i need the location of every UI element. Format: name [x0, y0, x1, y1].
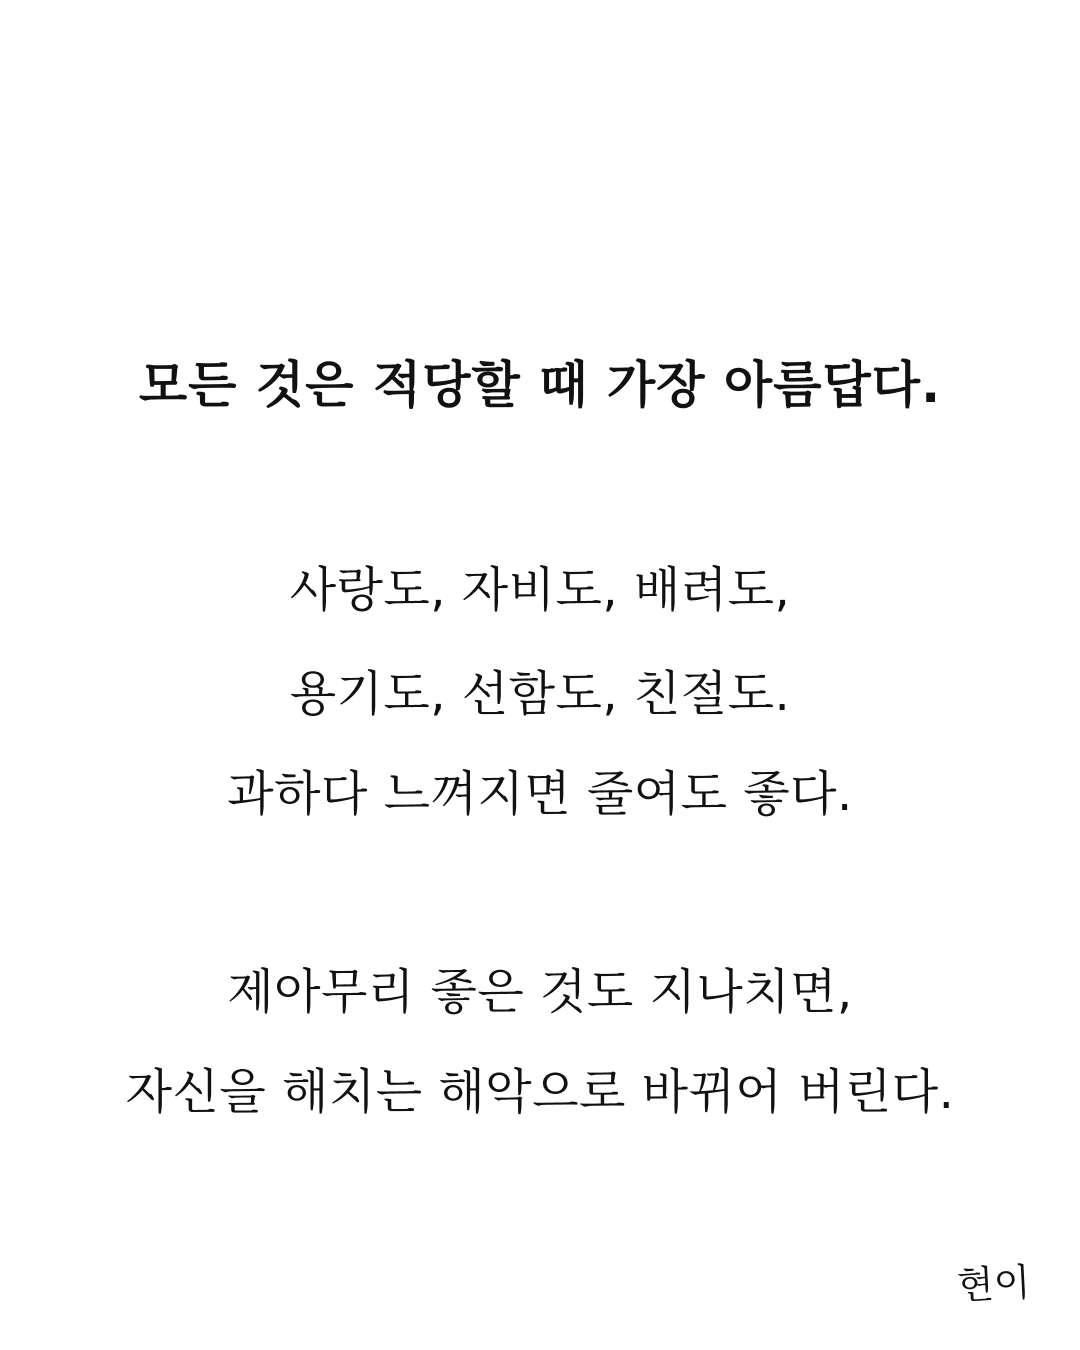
- stanza1-line-3: 과하다 느껴지면 줄여도 좋다.: [227, 766, 853, 822]
- stanza2-line-2: 자신을 해치는 해악으로 바뀌어 버린다.: [125, 1064, 955, 1120]
- stanza1-line-2: 용기도, 선함도, 친절도.: [289, 666, 791, 722]
- stanza1-line-1: 사랑도, 자비도, 배려도,: [289, 562, 791, 618]
- author-signature: 현이: [955, 1260, 1032, 1308]
- headline: 모든 것은 적당할 때 가장 아름답다.: [138, 356, 942, 414]
- stanza2-line-1: 제아무리 좋은 것도 지나치면,: [227, 964, 853, 1020]
